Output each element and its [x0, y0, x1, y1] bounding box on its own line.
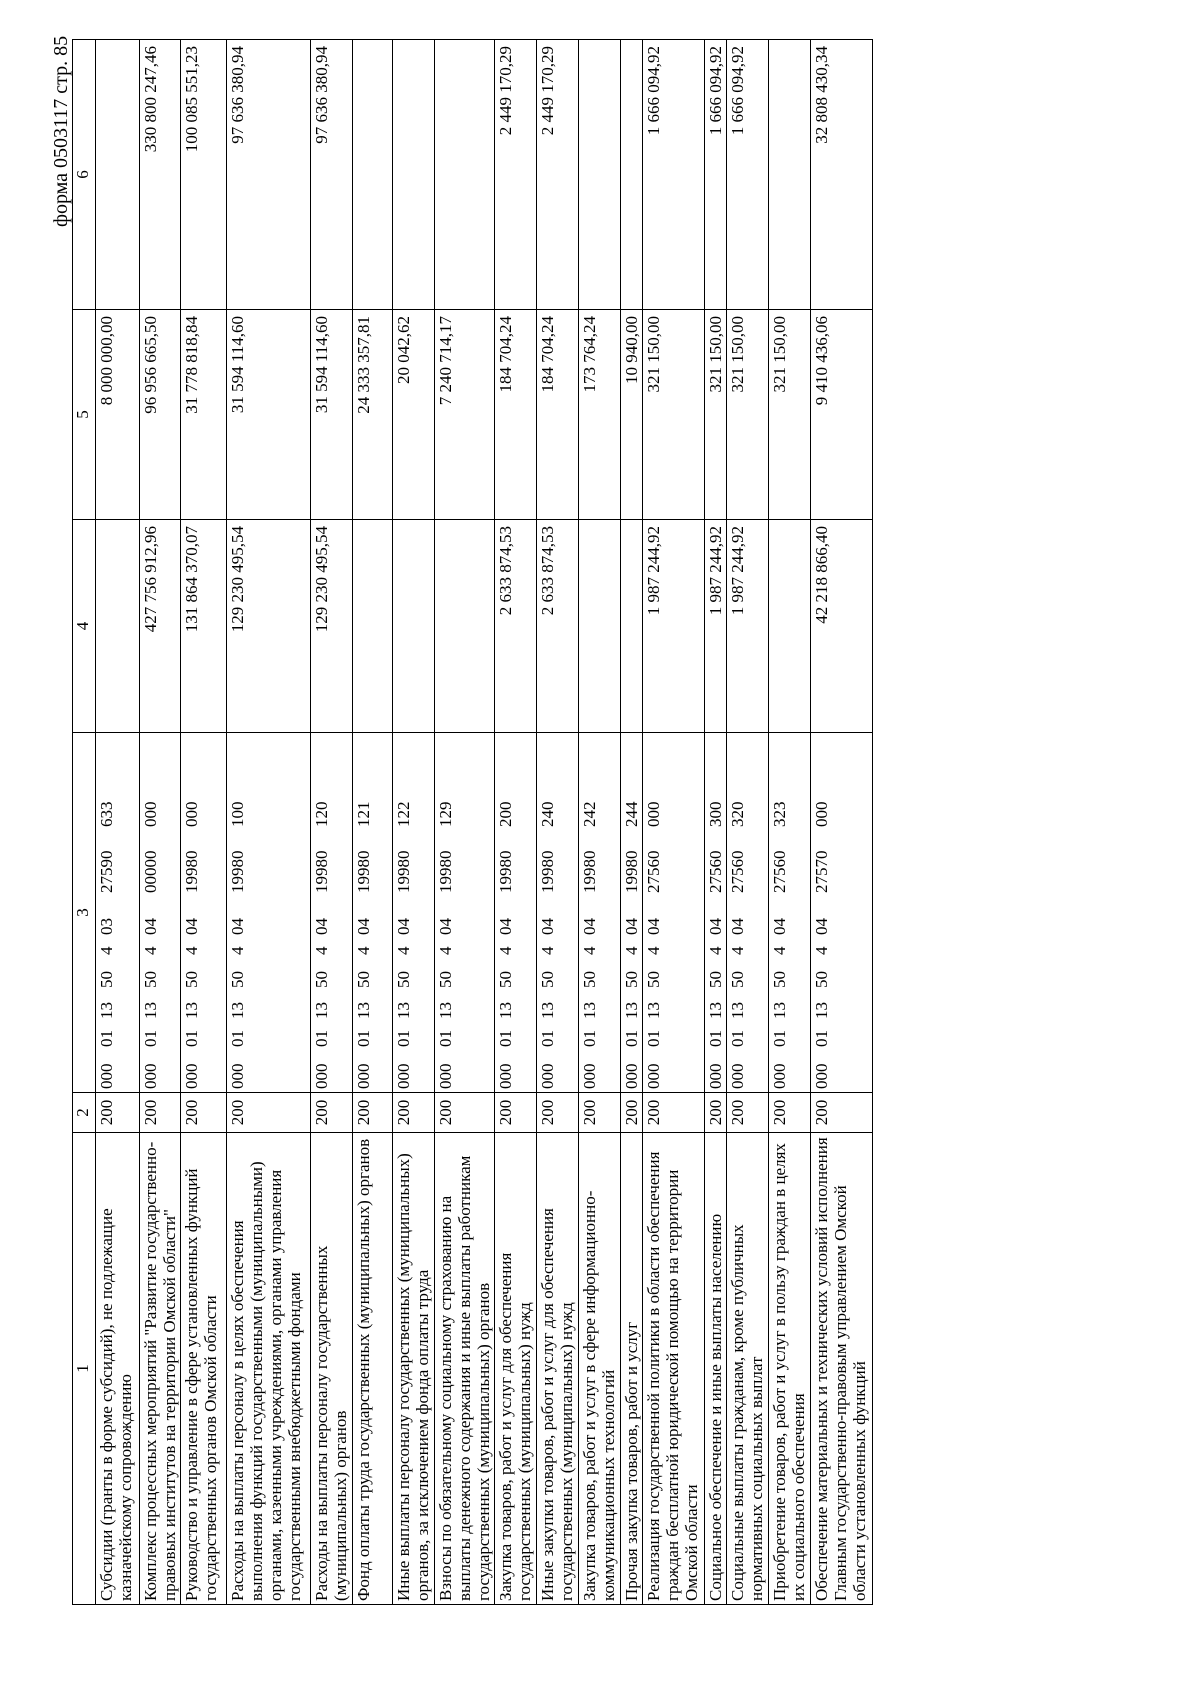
row-col5: 9 410 436,06 — [811, 310, 873, 520]
table-row — [353, 40, 393, 1605]
code-part: 000 — [496, 1063, 515, 1089]
row-budget-code — [495, 733, 537, 1093]
code-part: 000 — [394, 1063, 413, 1089]
code-part: 000 — [354, 1063, 373, 1089]
code-part: 04 — [644, 918, 663, 935]
row-col4 — [96, 520, 140, 733]
code-part: 04 — [182, 918, 201, 935]
table-row — [140, 40, 181, 1605]
header-row — [73, 40, 96, 1605]
code-part: 200 — [496, 801, 515, 827]
code-part: 50 — [770, 971, 789, 988]
code-part: 000 — [141, 1063, 160, 1089]
row-col4: 1 987 244,92 — [705, 520, 727, 733]
row-col4: 427 756 912,96 — [140, 520, 181, 733]
row-col4: 2 633 874,53 — [495, 520, 537, 733]
row-col5: 321 150,00 — [643, 310, 705, 520]
code-part: 04 — [706, 918, 725, 935]
row-budget-code — [537, 733, 579, 1093]
code-part: 04 — [728, 918, 747, 935]
form-label: форма 0503117 стр. 85 — [50, 35, 72, 227]
code-part: 04 — [436, 918, 455, 935]
header-cell: 3 — [73, 733, 96, 1093]
row-col5: 8 000 000,00 — [96, 310, 140, 520]
row-line-code: 200 — [435, 1093, 495, 1133]
table-row — [579, 40, 621, 1605]
code-part: 27560 — [770, 850, 789, 893]
code-part: 13 — [770, 1002, 789, 1019]
code-part: 50 — [436, 971, 455, 988]
code-part: 13 — [706, 1002, 725, 1019]
code-part: 4 — [228, 946, 247, 955]
row-budget-code — [96, 733, 140, 1093]
code-part: 240 — [538, 801, 557, 827]
code-part: 50 — [580, 971, 599, 988]
row-col5: 321 150,00 — [705, 310, 727, 520]
row-col4: 131 864 370,07 — [181, 520, 227, 733]
code-part: 4 — [538, 946, 557, 955]
row-col6: 1 666 094,92 — [705, 40, 727, 310]
row-budget-code — [705, 733, 727, 1093]
code-part: 01 — [728, 1030, 747, 1047]
row-col5: 321 150,00 — [769, 310, 811, 520]
row-budget-code — [227, 733, 311, 1093]
row-col6: 32 808 430,34 — [811, 40, 873, 310]
code-part: 242 — [580, 801, 599, 827]
code-part: 04 — [496, 918, 515, 935]
code-part: 122 — [394, 801, 413, 827]
code-part: 50 — [728, 971, 747, 988]
code-part: 50 — [354, 971, 373, 988]
row-col6 — [96, 40, 140, 310]
code-part: 01 — [538, 1030, 557, 1047]
code-part: 000 — [622, 1063, 641, 1089]
code-part: 27560 — [728, 850, 747, 893]
code-part: 50 — [706, 971, 725, 988]
code-part: 13 — [394, 1002, 413, 1019]
row-line-code: 200 — [537, 1093, 579, 1133]
table-row — [769, 40, 811, 1605]
table-row — [705, 40, 727, 1605]
row-col4 — [353, 520, 393, 733]
row-col6: 1 666 094,92 — [643, 40, 705, 310]
code-part: 04 — [354, 918, 373, 935]
code-part: 000 — [436, 1063, 455, 1089]
row-budget-code — [181, 733, 227, 1093]
row-col4: 129 230 495,54 — [311, 520, 353, 733]
row-col4: 129 230 495,54 — [227, 520, 311, 733]
row-budget-code — [727, 733, 769, 1093]
table-row — [435, 40, 495, 1605]
code-part: 27590 — [97, 850, 116, 893]
code-part: 50 — [644, 971, 663, 988]
code-part: 4 — [496, 946, 515, 955]
code-part: 120 — [312, 801, 331, 827]
row-name: Фонд оплаты труда государственных (муниципальных) органов — [353, 1133, 393, 1605]
code-part: 01 — [182, 1030, 201, 1047]
row-col4 — [579, 520, 621, 733]
code-part: 4 — [580, 946, 599, 955]
row-col4: 1 987 244,92 — [643, 520, 705, 733]
code-part: 19980 — [496, 850, 515, 893]
code-part: 04 — [812, 918, 831, 935]
row-line-code: 200 — [621, 1093, 643, 1133]
code-part: 19980 — [228, 850, 247, 893]
header-cell: 6 — [73, 40, 96, 310]
row-name: Комплекс процессных мероприятий "Развитие государственно-правовых институтов на территории Омской области" — [140, 1133, 181, 1605]
row-budget-code — [621, 733, 643, 1093]
table-row — [181, 40, 227, 1605]
code-part: 633 — [97, 801, 116, 827]
code-part: 100 — [228, 801, 247, 827]
row-line-code: 200 — [579, 1093, 621, 1133]
code-part: 000 — [312, 1063, 331, 1089]
row-name: Обеспечение материальных и технических условий исполнения Главным государственно-правовым управлением Омской области установленных функций — [811, 1133, 873, 1605]
code-part: 27560 — [644, 850, 663, 893]
row-name: Социальное обеспечение и иные выплаты населению — [705, 1133, 727, 1605]
code-part: 50 — [394, 971, 413, 988]
code-part: 121 — [354, 801, 373, 827]
code-part: 4 — [644, 946, 663, 955]
table-row — [495, 40, 537, 1605]
code-part: 19980 — [538, 850, 557, 893]
header-cell: 1 — [73, 1133, 96, 1605]
header-cell: 5 — [73, 310, 96, 520]
code-part: 03 — [97, 918, 116, 935]
row-col6: 1 666 094,92 — [727, 40, 769, 310]
code-part: 01 — [312, 1030, 331, 1047]
code-part: 04 — [538, 918, 557, 935]
code-part: 000 — [644, 1063, 663, 1089]
code-part: 244 — [622, 801, 641, 827]
row-budget-code — [811, 733, 873, 1093]
code-part: 50 — [312, 971, 331, 988]
code-part: 19980 — [394, 850, 413, 893]
row-col6 — [353, 40, 393, 310]
code-part: 000 — [812, 1063, 831, 1089]
table-row — [537, 40, 579, 1605]
table-row — [227, 40, 311, 1605]
row-line-code: 200 — [181, 1093, 227, 1133]
code-part: 000 — [706, 1063, 725, 1089]
code-part: 27560 — [706, 850, 725, 893]
code-part: 19980 — [436, 850, 455, 893]
code-part: 19980 — [354, 850, 373, 893]
code-part: 50 — [496, 971, 515, 988]
code-part: 01 — [644, 1030, 663, 1047]
code-part: 4 — [354, 946, 373, 955]
code-part: 04 — [580, 918, 599, 935]
code-part: 00000 — [141, 850, 160, 893]
code-part: 50 — [228, 971, 247, 988]
row-col4: 2 633 874,53 — [537, 520, 579, 733]
table-row — [393, 40, 435, 1605]
code-part: 4 — [812, 946, 831, 955]
row-col4 — [435, 520, 495, 733]
row-name: Руководство и управление в сфере установленных функций государственных органов Омской области — [181, 1133, 227, 1605]
row-line-code: 200 — [769, 1093, 811, 1133]
code-part: 13 — [644, 1002, 663, 1019]
code-part: 4 — [436, 946, 455, 955]
code-part: 01 — [354, 1030, 373, 1047]
table-row — [727, 40, 769, 1605]
code-part: 13 — [496, 1002, 515, 1019]
code-part: 4 — [394, 946, 413, 955]
row-line-code: 200 — [96, 1093, 140, 1133]
row-line-code: 200 — [727, 1093, 769, 1133]
code-part: 01 — [706, 1030, 725, 1047]
code-part: 13 — [812, 1002, 831, 1019]
code-part: 27570 — [812, 850, 831, 893]
row-line-code: 200 — [140, 1093, 181, 1133]
row-name: Реализация государственной политики в области обеспечения граждан бесплатной юридической помощью на территории Омской области — [643, 1133, 705, 1605]
code-part: 19980 — [622, 850, 641, 893]
row-col6: 2 449 170,29 — [537, 40, 579, 310]
code-part: 4 — [622, 946, 641, 955]
code-part: 13 — [141, 1002, 160, 1019]
row-col4: 1 987 244,92 — [727, 520, 769, 733]
row-budget-code — [353, 733, 393, 1093]
code-part: 13 — [622, 1002, 641, 1019]
code-part: 4 — [728, 946, 747, 955]
row-col4: 42 218 866,40 — [811, 520, 873, 733]
row-line-code: 200 — [705, 1093, 727, 1133]
code-part: 4 — [97, 946, 116, 955]
code-part: 000 — [141, 801, 160, 827]
row-name: Приобретение товаров, работ и услуг в пользу граждан в целях их социального обеспечения — [769, 1133, 811, 1605]
row-col6: 97 636 380,94 — [227, 40, 311, 310]
code-part: 4 — [312, 946, 331, 955]
row-name: Закупка товаров, работ и услуг в сфере информационно-коммуникационных технологий — [579, 1133, 621, 1605]
row-col5: 173 764,24 — [579, 310, 621, 520]
report-table — [72, 39, 873, 1605]
code-part: 01 — [812, 1030, 831, 1047]
code-part: 4 — [770, 946, 789, 955]
code-part: 000 — [770, 1063, 789, 1089]
row-line-code: 200 — [353, 1093, 393, 1133]
code-part: 13 — [228, 1002, 247, 1019]
code-part: 4 — [141, 946, 160, 955]
code-part: 320 — [728, 801, 747, 827]
code-part: 01 — [770, 1030, 789, 1047]
row-line-code: 200 — [643, 1093, 705, 1133]
code-part: 323 — [770, 801, 789, 827]
row-col4 — [621, 520, 643, 733]
code-part: 000 — [580, 1063, 599, 1089]
code-part: 04 — [141, 918, 160, 935]
code-part: 000 — [97, 1063, 116, 1089]
code-part: 04 — [394, 918, 413, 935]
code-part: 13 — [97, 1002, 116, 1019]
row-budget-code — [140, 733, 181, 1093]
report-body — [96, 40, 873, 1605]
table-row — [811, 40, 873, 1605]
code-part: 13 — [580, 1002, 599, 1019]
code-part: 04 — [622, 918, 641, 935]
code-part: 19980 — [312, 850, 331, 893]
row-col6: 2 449 170,29 — [495, 40, 537, 310]
row-name: Иные выплаты персоналу государственных (муниципальных) органов, за исключением фонда оплаты труда — [393, 1133, 435, 1605]
row-col5: 10 940,00 — [621, 310, 643, 520]
code-part: 13 — [312, 1002, 331, 1019]
row-budget-code — [769, 733, 811, 1093]
code-part: 000 — [182, 1063, 201, 1089]
row-budget-code — [393, 733, 435, 1093]
row-col6 — [435, 40, 495, 310]
row-col5: 24 333 357,81 — [353, 310, 393, 520]
row-name: Расходы на выплаты персоналу в целях обеспечения выполнения функций государственными (муниципальными) органами, казенными учреждениями, органами управления государственными внебюджетными фондами — [227, 1133, 311, 1605]
code-part: 300 — [706, 801, 725, 827]
row-line-code: 200 — [393, 1093, 435, 1133]
code-part: 01 — [496, 1030, 515, 1047]
code-part: 01 — [622, 1030, 641, 1047]
header-cell: 2 — [73, 1093, 96, 1133]
table-row — [621, 40, 643, 1605]
header-cell: 4 — [73, 520, 96, 733]
row-budget-code — [643, 733, 705, 1093]
code-part: 01 — [580, 1030, 599, 1047]
row-line-code: 200 — [495, 1093, 537, 1133]
row-line-code: 200 — [811, 1093, 873, 1133]
code-part: 13 — [728, 1002, 747, 1019]
row-col5: 31 594 114,60 — [227, 310, 311, 520]
row-col6 — [393, 40, 435, 310]
row-name: Субсидии (гранты в форме субсидий), не подлежащие казначейскому сопровождению — [96, 1133, 140, 1605]
code-part: 01 — [436, 1030, 455, 1047]
row-col4 — [769, 520, 811, 733]
row-col5: 20 042,62 — [393, 310, 435, 520]
code-part: 13 — [354, 1002, 373, 1019]
code-part: 19980 — [580, 850, 599, 893]
code-part: 50 — [622, 971, 641, 988]
row-col5: 184 704,24 — [537, 310, 579, 520]
row-col5: 321 150,00 — [727, 310, 769, 520]
row-col6: 100 085 551,23 — [181, 40, 227, 310]
table-row — [311, 40, 353, 1605]
row-budget-code — [435, 733, 495, 1093]
code-part: 000 — [728, 1063, 747, 1089]
row-col5: 31 594 114,60 — [311, 310, 353, 520]
code-part: 01 — [394, 1030, 413, 1047]
code-part: 50 — [97, 971, 116, 988]
code-part: 50 — [812, 971, 831, 988]
row-col6 — [621, 40, 643, 310]
code-part: 000 — [182, 801, 201, 827]
row-name: Взносы по обязательному социальному страхованию на выплаты денежного содержания и иные выплаты работникам государственных (муниципальных) органов — [435, 1133, 495, 1605]
code-part: 50 — [182, 971, 201, 988]
code-part: 01 — [141, 1030, 160, 1047]
row-col5: 31 778 818,84 — [181, 310, 227, 520]
row-col6: 97 636 380,94 — [311, 40, 353, 310]
code-part: 04 — [228, 918, 247, 935]
row-name: Закупка товаров, работ и услуг для обеспечения государственных (муниципальных) нужд — [495, 1133, 537, 1605]
code-part: 13 — [182, 1002, 201, 1019]
code-part: 000 — [644, 801, 663, 827]
code-part: 50 — [141, 971, 160, 988]
code-part: 01 — [97, 1030, 116, 1047]
row-col6 — [769, 40, 811, 310]
code-part: 000 — [228, 1063, 247, 1089]
row-line-code: 200 — [227, 1093, 311, 1133]
code-part: 13 — [538, 1002, 557, 1019]
row-name: Расходы на выплаты персоналу государственных (муниципальных) органов — [311, 1133, 353, 1605]
code-part: 129 — [436, 801, 455, 827]
row-name: Иные закупки товаров, работ и услуг для обеспечения государственных (муниципальных) нужд — [537, 1133, 579, 1605]
code-part: 4 — [182, 946, 201, 955]
table-row — [643, 40, 705, 1605]
row-budget-code — [579, 733, 621, 1093]
code-part: 000 — [538, 1063, 557, 1089]
row-line-code: 200 — [311, 1093, 353, 1133]
code-part: 04 — [770, 918, 789, 935]
code-part: 50 — [538, 971, 557, 988]
row-col5: 96 956 665,50 — [140, 310, 181, 520]
row-col6: 330 800 247,46 — [140, 40, 181, 310]
code-part: 000 — [812, 801, 831, 827]
row-budget-code — [311, 733, 353, 1093]
row-col5: 7 240 714,17 — [435, 310, 495, 520]
code-part: 4 — [706, 946, 725, 955]
row-col4 — [393, 520, 435, 733]
code-part: 19980 — [182, 850, 201, 893]
code-part: 01 — [228, 1030, 247, 1047]
code-part: 04 — [312, 918, 331, 935]
row-col6 — [579, 40, 621, 310]
row-col5: 184 704,24 — [495, 310, 537, 520]
row-name: Социальные выплаты гражданам, кроме публичных нормативных социальных выплат — [727, 1133, 769, 1605]
table-row — [96, 40, 140, 1605]
row-name: Прочая закупка товаров, работ и услуг — [621, 1133, 643, 1605]
code-part: 13 — [436, 1002, 455, 1019]
